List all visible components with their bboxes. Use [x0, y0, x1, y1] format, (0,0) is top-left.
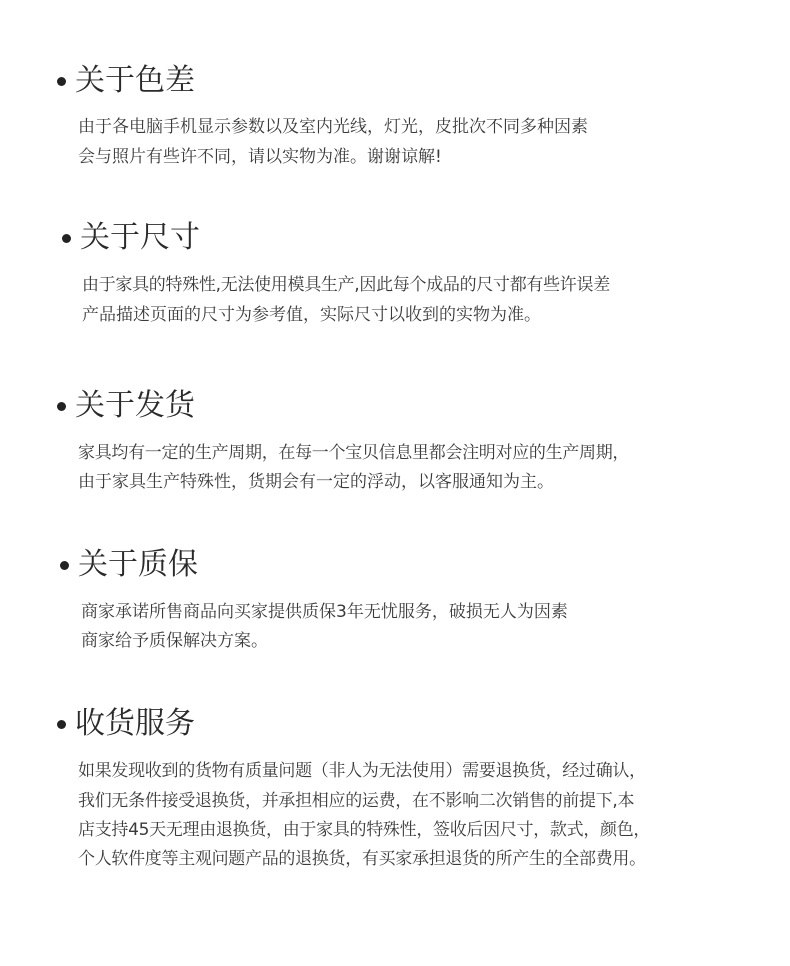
section-text-line: 产品描述页面的尺寸为参考值，实际尺寸以收到的实物为准。 — [82, 305, 541, 325]
section-heading — [57, 704, 195, 744]
section-text-line: 商家承诺所售商品向买家提供质保3年无忧服务，破损无人为因素 — [81, 602, 568, 622]
section-text-line: 由于各电脑手机显示参数以及室内光线，灯光，皮批次不同多种因素 — [78, 117, 588, 137]
section-title: 关于色差 — [75, 63, 195, 98]
section-title: 收货服务 — [75, 706, 195, 741]
section-heading — [57, 61, 195, 101]
bullet-icon — [57, 720, 66, 729]
section-text-line: 会与照片有些许不同，请以实物为准。谢谢谅解! — [78, 147, 442, 167]
section-text-line: 由于家具的特殊性,无法使用模具生产,因此每个成品的尺寸都有些许误差 — [82, 275, 610, 295]
section-text-line: 我们无条件接受退换货，并承担相应的运费，在不影响二次销售的前提下,本 — [78, 791, 635, 811]
section-heading — [60, 545, 198, 585]
bullet-icon — [57, 402, 66, 411]
section-title: 关于尺寸 — [80, 220, 200, 255]
section-text-line: 个人软件度等主观问题产品的退换货，有买家承担退货的所产生的全部费用。 — [78, 849, 646, 869]
bullet-icon — [60, 561, 69, 570]
section-text-line: 由于家具生产特殊性，货期会有一定的浮动，以客服通知为主。 — [78, 472, 554, 492]
section-text-line: 如果发现收到的货物有质量问题（非人为无法使用）需要退换货，经过确认， — [78, 761, 646, 781]
section-heading — [62, 218, 200, 258]
section-text-line: 家具均有一定的生产周期，在每一个宝贝信息里都会注明对应的生产周期， — [78, 443, 630, 463]
section-text-line: 店支持45天无理由退换货，由于家具的特殊性，签收后因尺寸，款式，颜色， — [78, 820, 651, 840]
bullet-icon — [57, 77, 66, 86]
section-title: 关于质保 — [78, 547, 198, 582]
section-heading — [57, 386, 195, 426]
bullet-icon — [62, 234, 71, 243]
section-text-line: 商家给予质保解决方案。 — [81, 631, 268, 651]
section-title: 关于发货 — [75, 388, 195, 423]
